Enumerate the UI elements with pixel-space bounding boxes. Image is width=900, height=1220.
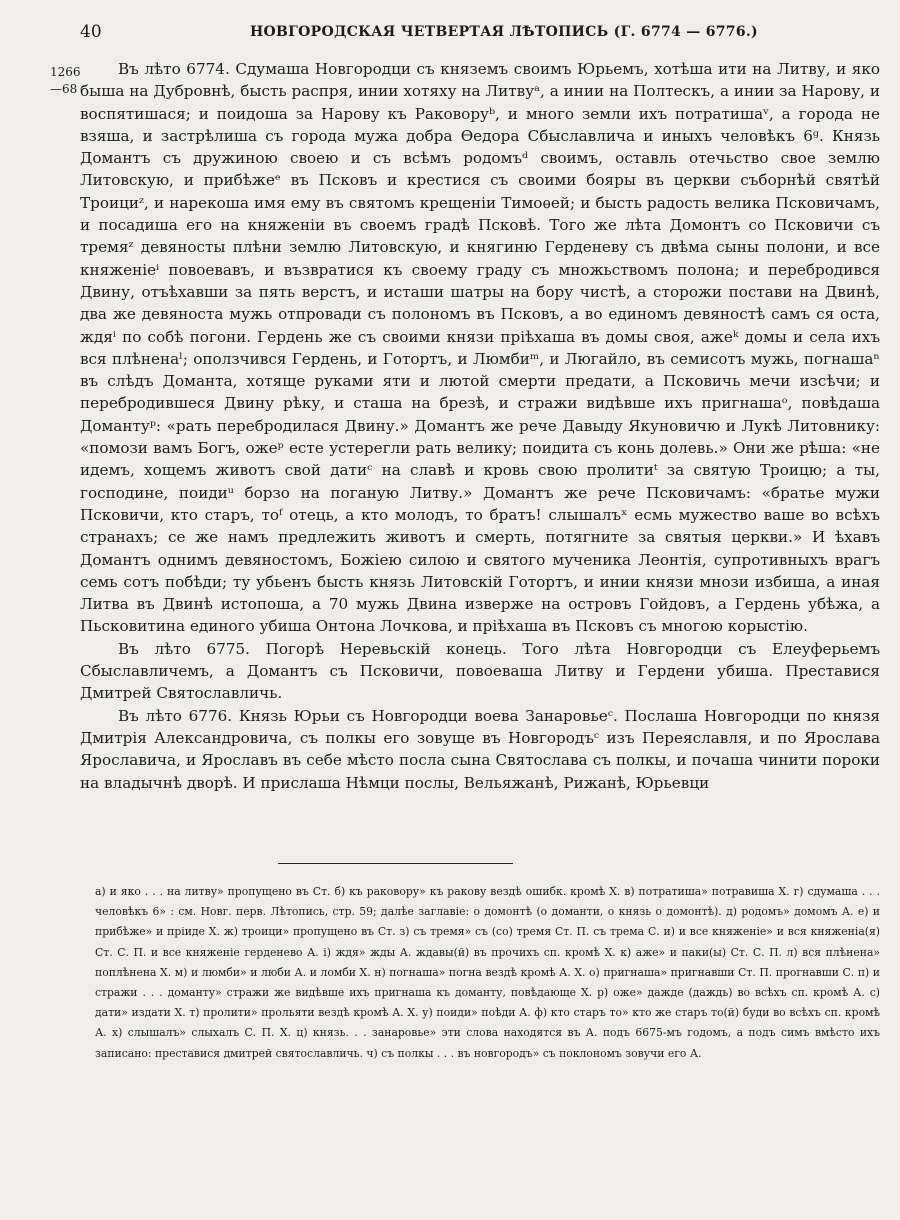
chronicle-text xyxy=(80,58,880,794)
paragraph-6774: Въ лѣто 6774. Сдумаша Новгородци съ княземъ своимъ Юрьемъ, хотѣша ити на Литву, и яко быша на Дубровнѣ, бысть распря, инии хотяху на Литвуᵃ, а инии на Полтескъ, а инии за Нарову, и воспятишася; и поидоша за Нарову къ Раковоруᵇ, и много земли ихъ потратишаᵛ, а города не взяша, и застрѣлиша съ города мужа добра Ѳедора Сбыславлича и иныхъ человѣкъ 6ᵍ. Князь Домантъ съ дружиною своею и съ всѣмъ родомъᵈ своимъ, оставль отечьство свое землю Литовскую, и прибѣжеᵉ въ Псковъ и крестися съ своими бояры въ церкви съборнѣй святѣй Троициᶻ, и нарекоша имя ему въ святомъ крещеніи Тимоѳей; и бысть радость велика Псковичамъ, и посадиша его на княженіи въ своемъ градѣ Псковѣ. Того же лѣта Домонтъ со Псковичи съ тремяᶻ девяносты плѣни землю Литовскую, и княгиню Герденеву съ двѣма сыны полони, и все княженіеⁱ повоевавъ, и възвратися къ своему граду съ множьствомъ полона; и перебродився Двину, отъѣхавши за пять верстъ, и исташи шатры на бору чистѣ, а сторожи постави на Двинѣ, два же девяноста мужь отпровади съ полономъ въ Псковъ, а во единомъ девяностѣ самъ ся оста, ждяⁱ по собѣ погони. Гердень же съ своими князи пріѣхаша въ домы своя, ажеᵏ домы и села ихъ вся плѣненаˡ; оползчився Гердень, и Готортъ, и Люмбиᵐ, и Люгайло, въ семисотъ мужь, погнашаⁿ въ слѣдъ Доманта, хотяще руками яти и лютой смерти предати, а Псковичь мечи изсѣчи; и перебродившеся Двину рѣку, и сташа на брезѣ, и стражи видѣвше ихъ пригнашаᵒ, повѣдаша Домантуᵖ: «рать перебродилася Двину.» Домантъ же рече Давыду Якуновичю и Лукѣ Литовнику: «помози вамъ Богъ, ожеᵖ есте устерегли рать велику; поидита съ конь долевь.» Они же рѣша: «не идемъ, хощемъ животъ свой датиᶜ на славѣ и кровь свою пролитиᵗ за святую Троицю; а ты, господине, поидиᵘ борзо на поганую Литву.» Домантъ же рече Псковичамъ: «братье мужи Псковичи, кто старъ, тоᶠ отець, а кто молодъ, то братъ! слышалъˣ есмь мужество ваше во всѣхъ странахъ; се же намъ предлежить животъ и смерть, потягните за святыя церкви.» И ѣхавъ Домантъ однимъ девяностомъ, Божіею силою и святого мученика Леонтія, супротивныхъ врагъ семь сотъ побѣди; ту убьенъ бысть князь Литовскій Готортъ, и инии князи мнози избиша, а иная Литва въ Двинѣ истопоша, а 70 мужь Двина изверже на островъ Гойдовъ, а Гердень убѣжа, а Пьсковитина единого убиша Онтона Лочкова, и пріѣхаша въ Псковъ съ многою корыстію. xyxy=(80,60,881,636)
footnote-divider xyxy=(278,863,513,864)
paragraph-6776: Въ лѣто 6776. Князь Юрьи съ Новгородци воева Занаровьеᶜ. Послаша Новгородци по князя Дмитрія Александровича, съ полкы его зовуще въ Новгородъᶜ изъ Переяславля, и по Ярослава Ярославича, и Ярославъ въ себе мѣсто посла сына Святослава съ полкы, и почаша чинити пороки на владычнѣ дворѣ. И прислаша Нѣмци послы, Вельяжанѣ, Рижанѣ, Юрьевци xyxy=(80,706,880,792)
running-title: НОВГОРОДСКАЯ ЧЕТВЕРТАЯ ЛѢТОПИСЬ (Г. 6774 — 6776.) xyxy=(250,24,758,40)
footnotes xyxy=(95,882,880,1064)
margin-year-end: —68 xyxy=(50,82,78,96)
paragraph-6775: Въ лѣто 6775. Погорѣ Неревьскій конець. Того лѣта Новгородци съ Елеуферьемъ Сбыславличемъ, а Домантъ съ Псковичи, повоеваша Литву и Гердени убиша. Преставися Дмитрей Святославличь. xyxy=(80,639,880,703)
footnotes-text: а) и яко . . . на литву» пропущено въ Ст. б) къ раковору» къ ракову вездѣ ошибк. кромѣ Х. в) потратиша» потравиша Х. г) сдумаша . . . человѣкъ 6» : см. Новг. перв. Лѣтопись, стр. 59; далѣе заглавіе: о домонтѣ (о доманти, о князь о домонтѣ). д) родомъ» домомъ А. е) и прибѣже» и пріиде Х. ж) троици» пропущено въ Ст. з) съ тремя» съ (со) тремя Ст. П. съ трема С. и) и все княженіе» и вся княженіа(я) Ст. С. П. и все княженіе герденево А. і) ждя» жды А. ждавы(й) въ прочихъ сп. кромѣ Х. к) аже» и паки(ы) Ст. С. П. л) вся плѣнена» поплѣнена Х. м) и люмби» и люби А. и ломби Х. н) погнаша» погна вездѣ кромѣ А. Х. о) пригнаша» пригнавши Ст. П. прогнавши С. п) и стражи . . . доманту» стражи же видѣвше ихъ пригнаша къ доманту, повѣдающе Х. р) оже» дажде (даждь) во всѣхъ сп. кромѣ А. с) дати» издати Х. т) пролити» прольяти вездѣ кромѣ А. Х. у) поиди» поѣди А. ф) кто старъ то» кто же старъ то(й) буди во всѣхъ сп. кромѣ А. х) слышалъ» слыхалъ С. П. Х. ц) князь. . . занаровье» эти слова находятся въ А. подъ 6675-мъ годомъ, а подъ симъ вмѣсто ихъ записано: преставися дмитрей святославличь. ч) съ полкы . . . въ новгородъ» съ поклономъ зовучи его А. xyxy=(95,885,880,1060)
page-number: 40 xyxy=(80,22,102,42)
page-header xyxy=(80,22,850,48)
margin-year-start: 1266 xyxy=(50,65,81,79)
